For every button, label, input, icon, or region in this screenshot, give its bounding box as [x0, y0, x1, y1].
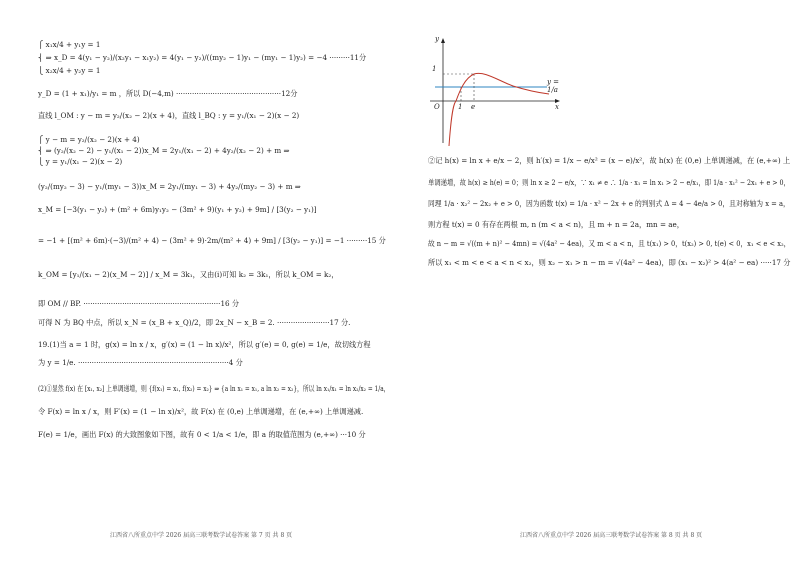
text-line: x_M = [−3(y₁ − y₂) + (m² + 6m)y₁y₂ − (3m² + 9)(y₁ + y₂) + 9m] / [3(y₂ − y₁)]	[38, 205, 317, 214]
text-line: (2)①显然 f(x) 在 [x₁, x₂] 上单调递增，则 {f(x₁) = x₁, f(x₂) = x₂} ⇒ {a ln x₁ = x₁, a ln x₂ = x₂}，所以 ln x₁/x₁ = ln x₂/x₂ = 1/a，	[38, 384, 390, 393]
text-line: F(e) = 1/e，画出 F(x) 的大致图象如下图，故有 0 < 1/a < 1/e，即 a 的取值范围为 (e,+∞) ···10 分	[38, 430, 366, 439]
text-line: k_OM = [y₁/(x₁ − 2)(x_M − 2)] / x_M = 3k₁，又由(i)可知 k₂ = 3k₁，所以 k_OM = k₂，	[38, 270, 339, 279]
curve-ln-x-over-x	[449, 73, 549, 146]
text-line: 则方程 t(x) = 0 有存在两根 m, n (m < a < n)，且 m + n = 2a，mn = ae，	[428, 220, 684, 229]
text-line: 可得 N 为 BQ 中点，所以 x_N = (x_B + x_Q)/2，即 2x_N − x_B = 2. ·······················17 分.	[38, 318, 351, 327]
x-tick-1: 1	[458, 103, 463, 111]
page-footer: 江西省八所重点中学 2026 届高三联考数学试卷答案 第 8 页 共 8 页	[520, 532, 703, 539]
text-line: y_D = (1 + x₁)/y₁ = m ，所以 D(−4,m) ··············································12分	[38, 89, 298, 98]
text-line: ⎨ ⇒ (y₂/(x₂ − 2) − y₁/(x₁ − 2))x_M = 2y₁/(x₁ − 2) + 4y₂/(x₂ − 2) + m ⇒	[38, 146, 290, 155]
text-line: ⎩ x₂x/4 + y₂y = 1	[38, 66, 101, 75]
text-line: 即 OM // BP. ····························································16 分	[38, 299, 240, 308]
text-line: 单调递增，故 h(x) ≥ h(e) = 0；则 ln x ≥ 2 − e/x，∵ x₁ ≠ e ∴ 1/a · x₁ = ln x₁ > 2 − e/x₁，即 1/a · x₁² − 2x₁ + e > 0，	[428, 178, 790, 187]
text-line: 直线 l_OM : y − m = y₂/(x₂ − 2)(x + 4)，直线 l_BQ : y = y₁/(x₁ − 2)(x − 2)	[38, 111, 300, 120]
origin-label: O	[434, 103, 440, 111]
graph-svg	[425, 38, 565, 148]
text-line: ⎧ x₁x/4 + y₁y = 1	[38, 40, 101, 49]
y-axis-arrow	[441, 38, 445, 43]
x-axis-label: x	[555, 103, 559, 111]
y-tick-1-over-e: 1	[432, 65, 437, 73]
text-line: ⎩ y = y₁/(x₁ − 2)(x − 2)	[38, 157, 123, 166]
function-graph	[425, 35, 565, 148]
text-line: 令 F(x) = ln x / x，则 F′(x) = (1 − ln x)/x²，故 F(x) 在 (0,e) 上单调递增，在 (e,+∞) 上单调递减.	[38, 407, 364, 416]
text-line: 为 y = 1/e. ··································································4 分	[38, 358, 243, 367]
text-line: = −1 + [(m² + 6m)·(−3)/(m² + 4) − (3m² + 9)·2m/(m² + 4) + 9m] / [3(y₂ − y₁)] = −1 ·········15 分	[38, 236, 386, 245]
page-footer: 江西省八所重点中学 2026 届高三联考数学试卷答案 第 7 页 共 8 页	[110, 532, 293, 539]
text-line: 19.(1)当 a = 1 时，g(x) = ln x / x，g′(x) = (1 − ln x)/x²，所以 g′(e) = 0, g(e) = 1/e，故切线方程	[38, 340, 371, 349]
text-line: 所以 x₁ < m < e < a < n < x₂，则 x₂ − x₁ > n − m = √(4a² − 4ea)，即 (x₁ − x₂)² > 4(a² − ea) ·····17 分	[428, 258, 791, 267]
text-line: ②记 h(x) = ln x + e/x − 2，则 h′(x) = 1/x − e/x² = (x − e)/x²，故 h(x) 在 (0,e) 上单调递减，在 (e,+∞) 上	[428, 156, 791, 165]
text-line: 同理 1/a · x₂² − 2x₂ + e > 0，因为函数 t(x) = 1/a · x² − 2x + e 的判别式 Δ = 4 − 4e/a > 0，且对称轴为 x = a，	[428, 199, 790, 208]
y-axis-label: y	[435, 35, 439, 43]
line-label-1-over-a: y = 1/a	[547, 78, 560, 94]
x-tick-e: e	[471, 103, 476, 111]
text-line: 故 n − m = √((m + n)² − 4mn) = √(4a² − 4ea)，又 m < a < n，且 t(x₁) > 0，t(x₂) > 0, t(e) < 0，x₁ < e < x₂，	[428, 239, 791, 248]
text-line: (y₂/(my₂ − 3) − y₁/(my₁ − 3))x_M = 2y₁/(my₁ − 3) + 4y₂/(my₂ − 3) + m ⇒	[38, 182, 301, 191]
text-line: ⎨ ⇒ x_D = 4(y₁ − y₂)/(x₂y₁ − x₁y₂) = 4(y₁ − y₂)/((my₂ − 1)y₁ − (my₁ − 1)y₂) = −4 ·········11分	[38, 53, 367, 62]
text-line: ⎧ y − m = y₂/(x₂ − 2)(x + 4)	[38, 135, 140, 144]
